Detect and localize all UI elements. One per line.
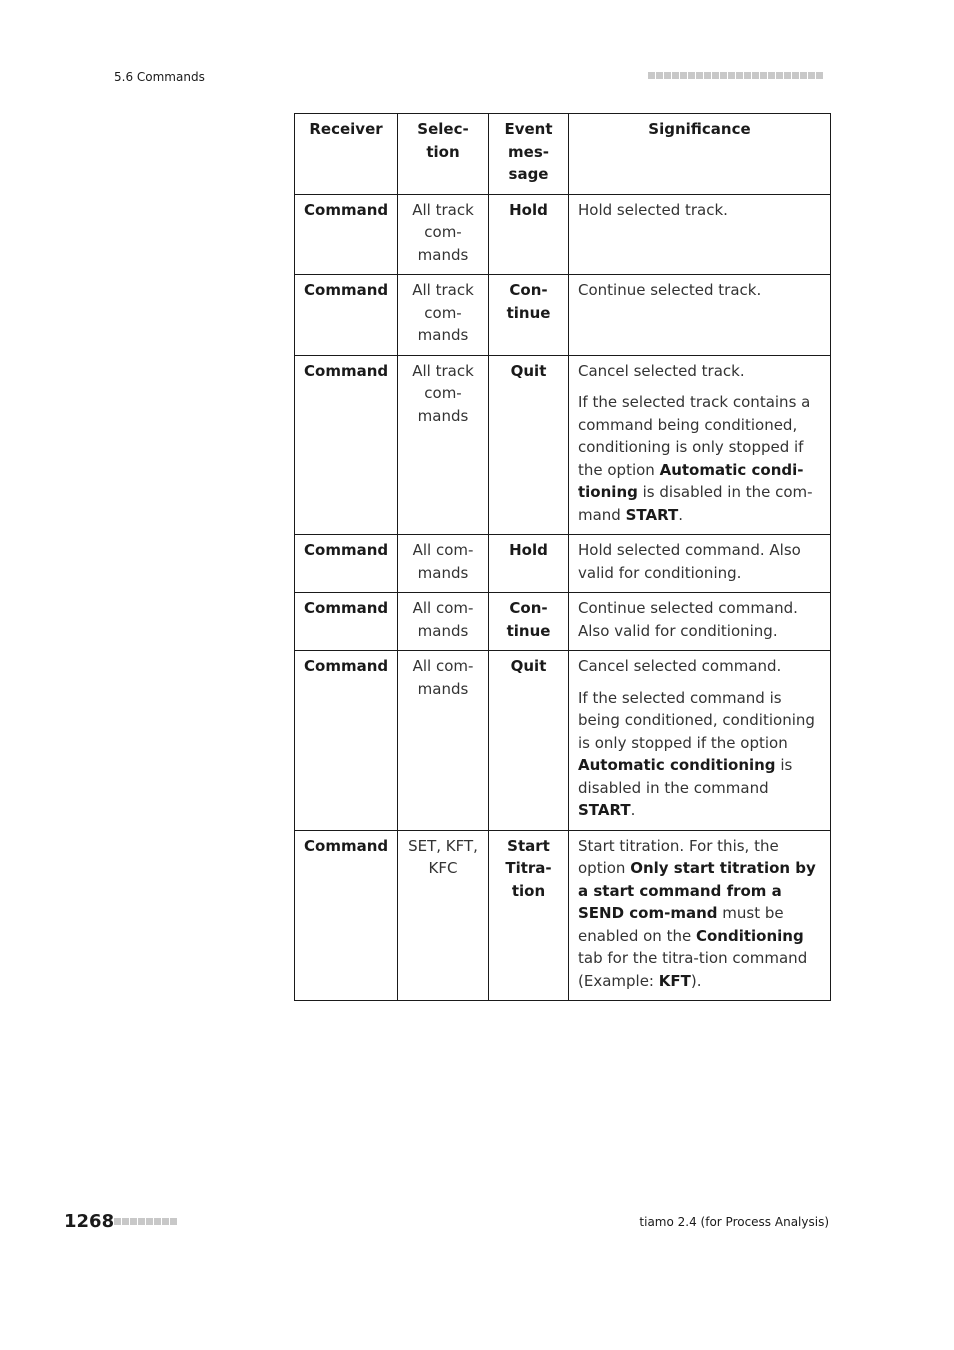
decor-square bbox=[792, 72, 799, 79]
table-row bbox=[295, 535, 831, 593]
significance-paragraph: Hold selected track. bbox=[578, 200, 728, 219]
cell-significance bbox=[569, 194, 831, 275]
cell-event-message: Con- tinue bbox=[489, 275, 569, 356]
decor-square bbox=[800, 72, 807, 79]
header-decoration bbox=[648, 72, 830, 81]
decor-square bbox=[138, 1218, 145, 1225]
significance-paragraph: If the selected track contains a command being conditioned, conditioning is only stopped if the option Automatic condi-tioning is disabled in the com-mand START. bbox=[578, 393, 813, 524]
cell-receiver: Command bbox=[295, 194, 398, 275]
cell-selection: All track com- mands bbox=[398, 275, 489, 356]
table-row bbox=[295, 593, 831, 651]
cell-significance bbox=[569, 651, 831, 831]
decor-square bbox=[712, 72, 719, 79]
cell-selection: All com- mands bbox=[398, 535, 489, 593]
cell-receiver: Command bbox=[295, 830, 398, 1001]
cell-receiver: Command bbox=[295, 651, 398, 831]
decor-square bbox=[784, 72, 791, 79]
product-name: tiamo 2.4 (for Process Analysis) bbox=[639, 1215, 829, 1229]
cell-event-message: Quit bbox=[489, 651, 569, 831]
decor-square bbox=[656, 72, 663, 79]
cell-significance bbox=[569, 830, 831, 1001]
table-header-row bbox=[295, 114, 831, 195]
table-row bbox=[295, 355, 831, 535]
decor-square bbox=[162, 1218, 169, 1225]
commands-table bbox=[294, 113, 831, 1001]
decor-square bbox=[760, 72, 767, 79]
significance-paragraph: Hold selected command. Also valid for conditioning. bbox=[578, 541, 801, 582]
significance-paragraph: Continue selected command. Also valid for conditioning. bbox=[578, 599, 798, 640]
cell-event-message: Con- tinue bbox=[489, 593, 569, 651]
cell-significance bbox=[569, 593, 831, 651]
cell-event-message: Quit bbox=[489, 355, 569, 535]
cell-selection: All track com- mands bbox=[398, 194, 489, 275]
cell-significance bbox=[569, 535, 831, 593]
cell-significance bbox=[569, 275, 831, 356]
decor-square bbox=[664, 72, 671, 79]
decor-square bbox=[744, 72, 751, 79]
header-receiver: Receiver bbox=[295, 114, 398, 195]
significance-paragraph: Start titration. For this, the option Only start titration by a start command from a SEND com-mand must be enabled on the Conditioning tab for the titra-tion command (Example: KFT). bbox=[578, 836, 816, 990]
significance-paragraph: If the selected command is being conditioned, conditioning is only stopped if the option Automatic conditioning is disabled in the command START. bbox=[578, 688, 815, 819]
cell-selection: SET, KFT, KFC bbox=[398, 830, 489, 1001]
footer-decoration bbox=[114, 1218, 177, 1227]
table-row bbox=[295, 651, 831, 831]
table-row bbox=[295, 830, 831, 1001]
decor-square bbox=[728, 72, 735, 79]
cell-event-message: Hold bbox=[489, 535, 569, 593]
decor-square bbox=[688, 72, 695, 79]
decor-square bbox=[720, 72, 727, 79]
cell-receiver: Command bbox=[295, 593, 398, 651]
decor-square bbox=[146, 1218, 153, 1225]
decor-square bbox=[130, 1218, 137, 1225]
decor-square bbox=[672, 72, 679, 79]
decor-square bbox=[736, 72, 743, 79]
cell-event-message: Start Titra- tion bbox=[489, 830, 569, 1001]
header-event-message: Event mes- sage bbox=[489, 114, 569, 195]
header-significance: Significance bbox=[569, 114, 831, 195]
header-selection: Selec- tion bbox=[398, 114, 489, 195]
significance-paragraph: Cancel selected track. bbox=[578, 361, 745, 380]
cell-significance bbox=[569, 355, 831, 535]
table-row bbox=[295, 194, 831, 275]
decor-square bbox=[768, 72, 775, 79]
decor-square bbox=[648, 72, 655, 79]
cell-receiver: Command bbox=[295, 275, 398, 356]
section-header: 5.6 Commands bbox=[114, 70, 205, 84]
significance-paragraph: Cancel selected command. bbox=[578, 657, 782, 675]
decor-square bbox=[170, 1218, 177, 1225]
cell-selection: All track com- mands bbox=[398, 355, 489, 535]
decor-square bbox=[704, 72, 711, 79]
decor-square bbox=[808, 72, 815, 79]
decor-square bbox=[752, 72, 759, 79]
cell-event-message: Hold bbox=[489, 194, 569, 275]
decor-square bbox=[154, 1218, 161, 1225]
decor-square bbox=[122, 1218, 129, 1225]
page-number: 1268 bbox=[64, 1211, 115, 1232]
cell-receiver: Command bbox=[295, 535, 398, 593]
cell-selection: All com- mands bbox=[398, 593, 489, 651]
cell-selection: All com- mands bbox=[398, 651, 489, 831]
decor-square bbox=[816, 72, 823, 79]
cell-receiver: Command bbox=[295, 355, 398, 535]
decor-square bbox=[114, 1218, 121, 1225]
significance-paragraph: Continue selected track. bbox=[578, 281, 762, 299]
decor-square bbox=[696, 72, 703, 79]
decor-square bbox=[680, 72, 687, 79]
decor-square bbox=[776, 72, 783, 79]
table-row bbox=[295, 275, 831, 356]
